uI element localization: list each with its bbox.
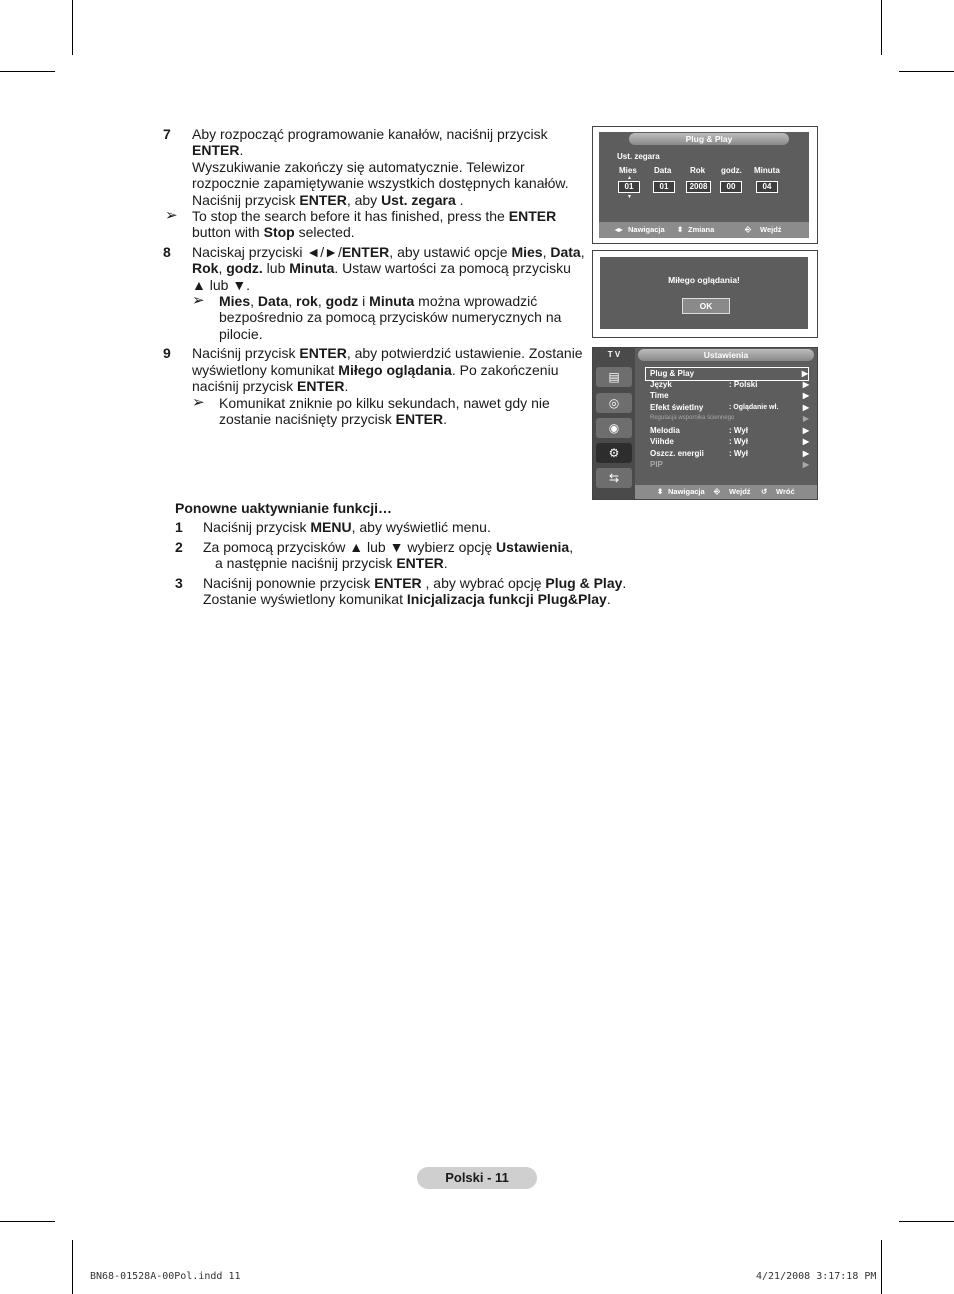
menu-item-melody[interactable] [645, 425, 809, 437]
nav-arrows-icon: ◂▸ [615, 225, 623, 234]
step-text: lub [262, 260, 290, 277]
step-text: ENTER [297, 378, 345, 395]
note-text: Data [257, 293, 289, 310]
clock-field-year[interactable]: 2008 [686, 181, 711, 193]
note-text: Stop [263, 224, 295, 241]
menu-item-energy-saving[interactable] [645, 448, 809, 460]
picture-icon[interactable]: ▤ [596, 367, 632, 387]
menu-item-language[interactable] [645, 379, 809, 391]
clock-field-label: godz. [721, 166, 742, 175]
osd-message-screen [600, 257, 808, 329]
menu-item-label: Melodia [650, 425, 680, 435]
menu-item-value: : Polski [729, 379, 758, 389]
menu-item-time[interactable] [645, 390, 809, 402]
note-text: można wprowadzić bezpośrednio za pomocą przycisków numerycznych na pilocie. [219, 293, 562, 342]
enter-icon: ⎆ [714, 487, 720, 496]
step-text: Mies [511, 243, 543, 260]
step-text: , aby [346, 191, 382, 208]
footer-back-label: Wróć [776, 487, 795, 496]
step-text: Ust. zegara [381, 191, 456, 208]
note-text: Komunikat zniknie po kilku sekundach, nawet gdy nie zostanie naciśnięty przycisk [219, 394, 550, 427]
step-text: a następnie naciśnij przycisk [215, 555, 397, 572]
input-icon[interactable]: ⇆ [596, 468, 632, 488]
note-text: selected. [294, 224, 355, 241]
menu-item-label: Plug & Play [650, 369, 695, 378]
note-arrow-icon: ➢ [192, 393, 205, 411]
step-text: Rok [192, 260, 219, 277]
page-number-label: Polski - 11 [417, 1167, 537, 1189]
clock-field-month[interactable]: 01 [618, 181, 640, 193]
step-8 [163, 244, 588, 342]
step-text: Wyszukiwanie zakończy się automatycznie. Telewizor rozpocznie zapamiętywanie wszystkich dostępnych kanałów. [192, 158, 569, 192]
step-text: godz. [226, 260, 263, 277]
step-text: , [218, 260, 227, 277]
clock-field-minute[interactable]: 04 [756, 181, 778, 193]
menu-item-label: PIP [650, 460, 663, 469]
clock-field-label: Minuta [754, 166, 780, 175]
note [165, 208, 588, 241]
note [192, 293, 588, 342]
right-arrow-icon: ▶ [802, 402, 809, 412]
reactivate-step-2 [175, 539, 645, 572]
step-text: Aby rozpocząć programowanie kanałów, naciśnij przycisk [192, 126, 548, 142]
crop-mark [0, 1221, 55, 1222]
note-text: ENTER [395, 410, 444, 427]
right-arrow-icon: ▶ [802, 425, 809, 435]
menu-item-pip [645, 459, 809, 471]
step-text: . [622, 574, 627, 591]
clock-field-day[interactable]: 01 [653, 181, 675, 193]
note-text: Mies [219, 293, 251, 310]
step-text: Naciśnij przycisk [192, 191, 300, 208]
step-text: Naciśnij przycisk [203, 519, 311, 536]
step-text: Ustawienia [496, 538, 570, 555]
step-number: 8 [163, 243, 171, 260]
step-text: Naciśnij ponownie przycisk [203, 574, 375, 591]
step-text: Minuta [289, 260, 335, 277]
updown-icon: ⬍ [657, 487, 664, 496]
tv-label: T V [607, 350, 621, 359]
step-text: Naciskaj przyciski ◄/►/ [192, 243, 342, 260]
footer-enter-label: Wejdź [729, 487, 751, 496]
step-text: , [569, 538, 574, 555]
channel-icon[interactable]: ◉ [596, 418, 632, 438]
step-text: . [443, 555, 448, 572]
clock-field-hour[interactable]: 00 [720, 181, 742, 193]
footer-nav-label: Nawigacja [668, 487, 705, 496]
right-arrow-icon: ▶ [802, 437, 809, 446]
step-text: . [455, 191, 464, 208]
step-text: MENU [310, 519, 352, 536]
menu-item-label: Time [650, 391, 669, 400]
step-text: ENTER [374, 574, 422, 591]
right-arrow-icon: ▶ [802, 448, 809, 458]
step-text: , [580, 243, 585, 260]
step-text: . [344, 378, 349, 395]
menu-item-value: : Wył [729, 437, 748, 446]
step-number: 9 [163, 345, 171, 362]
clock-field-label: Rok [690, 166, 706, 175]
menu-item-label: Efekt świetlny [650, 402, 704, 412]
step-text: , aby wyświetlić menu. [351, 519, 491, 536]
crop-mark [881, 0, 882, 55]
osd-footer [635, 485, 817, 499]
step-text: . [239, 142, 244, 159]
step-text: Naciśnij przycisk [192, 345, 300, 362]
crop-mark [899, 1221, 954, 1222]
message-text: Miłego oglądania! [668, 275, 740, 285]
right-arrow-icon: ▶ [802, 379, 809, 389]
menu-item-label: Viihde [650, 437, 674, 446]
step-text: ENTER [299, 191, 347, 208]
right-arrow-icon: ▶ [802, 414, 809, 423]
step-text: . Ustaw wartości za pomocą przycisku ▲ lub ▼. [192, 260, 571, 293]
osd-setup-screenshot [592, 347, 818, 500]
osd-clock-screenshot [592, 126, 818, 244]
footer-change-label: Zmiana [688, 225, 715, 234]
note-text: ENTER [508, 208, 557, 225]
step-text: . [606, 591, 611, 608]
step-text: , aby ustawić opcje [389, 243, 512, 260]
step-text: , aby potwierdzić ustawienie. Zostanie wyświetlony komunikat [192, 345, 583, 378]
updown-icon: ⬍ [677, 225, 684, 234]
step-text: Inicjalizacja funkcji Plug&Play [406, 591, 607, 608]
note-text: godz [325, 293, 359, 310]
step-9 [163, 345, 588, 427]
crop-mark [72, 0, 73, 55]
footer-nav-label: Nawigacja [628, 225, 665, 234]
step-number: 3 [175, 574, 183, 591]
crop-mark [72, 1240, 73, 1294]
file-slug: BN68-01528A-00Pol.indd 11 [90, 1271, 241, 1282]
section-heading: Ponowne uaktywnianie funkcji… [175, 500, 393, 516]
note-text: , [250, 293, 258, 310]
note-text: rok [296, 293, 318, 310]
note-text: button with [192, 224, 264, 241]
osd-subtitle: Ust. zegara [617, 152, 660, 161]
step-text: ENTER [192, 142, 240, 159]
step-number: 7 [163, 126, 171, 142]
enter-icon: ⎆ [745, 225, 751, 234]
menu-item-wall-mount [645, 413, 809, 425]
note-text: i [358, 293, 370, 310]
step-text: Miłego oglądania [338, 361, 452, 378]
clock-field-label: Data [654, 166, 672, 175]
note-arrow-icon: ➢ [165, 207, 178, 225]
menu-item-label: Oszcz. energii [650, 448, 704, 458]
step-text: Plug & Play [545, 574, 623, 591]
clock-field-label: Mies [619, 166, 637, 175]
note-text: . [443, 410, 447, 427]
step-text: Zostanie wyświetlony komunikat [203, 591, 407, 608]
reactivate-step-1 [175, 519, 645, 535]
step-text: . Po zakończeniu naciśnij przycisk [192, 361, 559, 395]
right-arrow-icon: ▶ [802, 391, 809, 400]
footer-enter-label: Wejdź [760, 225, 782, 234]
step-text: , [542, 243, 551, 260]
osd-title: Plug & Play [629, 133, 789, 145]
right-arrow-icon: ▶ [801, 369, 808, 378]
menu-item-value: : Wył [729, 448, 748, 458]
note-text: , [317, 293, 326, 310]
sound-icon[interactable]: ◎ [596, 393, 632, 413]
crop-mark [0, 71, 55, 72]
date-slug: 4/21/2008 3:17:18 PM [756, 1271, 877, 1282]
note-arrow-icon: ➢ [192, 292, 205, 310]
osd-title: Ustawienia [638, 349, 814, 361]
step-7 [163, 126, 588, 241]
note [192, 395, 588, 428]
right-arrow-icon: ▶ [802, 460, 809, 469]
menu-item-label: Regulacja wspornika ściennego [650, 415, 735, 421]
menu-item-entertainment[interactable] [645, 436, 809, 448]
ok-button[interactable]: OK [682, 298, 730, 314]
reactivation-section [175, 500, 645, 610]
step-text: Za pomocą przycisków ▲ lub ▼ wybierz opcję [203, 538, 497, 555]
crop-mark [881, 1240, 882, 1294]
step-number: 1 [175, 519, 183, 536]
setup-icon[interactable]: ⚙ [596, 443, 632, 463]
menu-item-light-effect[interactable] [645, 402, 809, 414]
menu-item-label: Język [650, 379, 672, 389]
step-number: 2 [175, 538, 183, 555]
note-text: , [288, 293, 297, 310]
menu-sidebar [593, 348, 635, 499]
up-arrow-icon: ▲ [627, 175, 632, 181]
down-arrow-icon: ▼ [627, 194, 632, 200]
menu-list [639, 367, 815, 482]
menu-item-value: : Wył [729, 425, 748, 435]
step-text: ENTER [341, 243, 390, 260]
step-text: ENTER [396, 555, 444, 572]
step-text: Data [550, 243, 581, 260]
crop-mark [899, 71, 954, 72]
note-text: Minuta [369, 293, 415, 310]
menu-item-value: : Oglądanie wł. [729, 403, 779, 411]
osd-footer [599, 222, 809, 238]
osd-message-screenshot [592, 250, 818, 338]
instruction-steps [163, 126, 588, 430]
osd-clock-screen [599, 132, 809, 238]
reactivate-step-3 [175, 575, 645, 608]
return-icon: ↺ [761, 487, 768, 496]
step-text: ENTER [299, 345, 347, 362]
step-text: , aby wybrać opcję [421, 574, 546, 591]
note-text: To stop the search before it has finished, press the [192, 208, 509, 225]
